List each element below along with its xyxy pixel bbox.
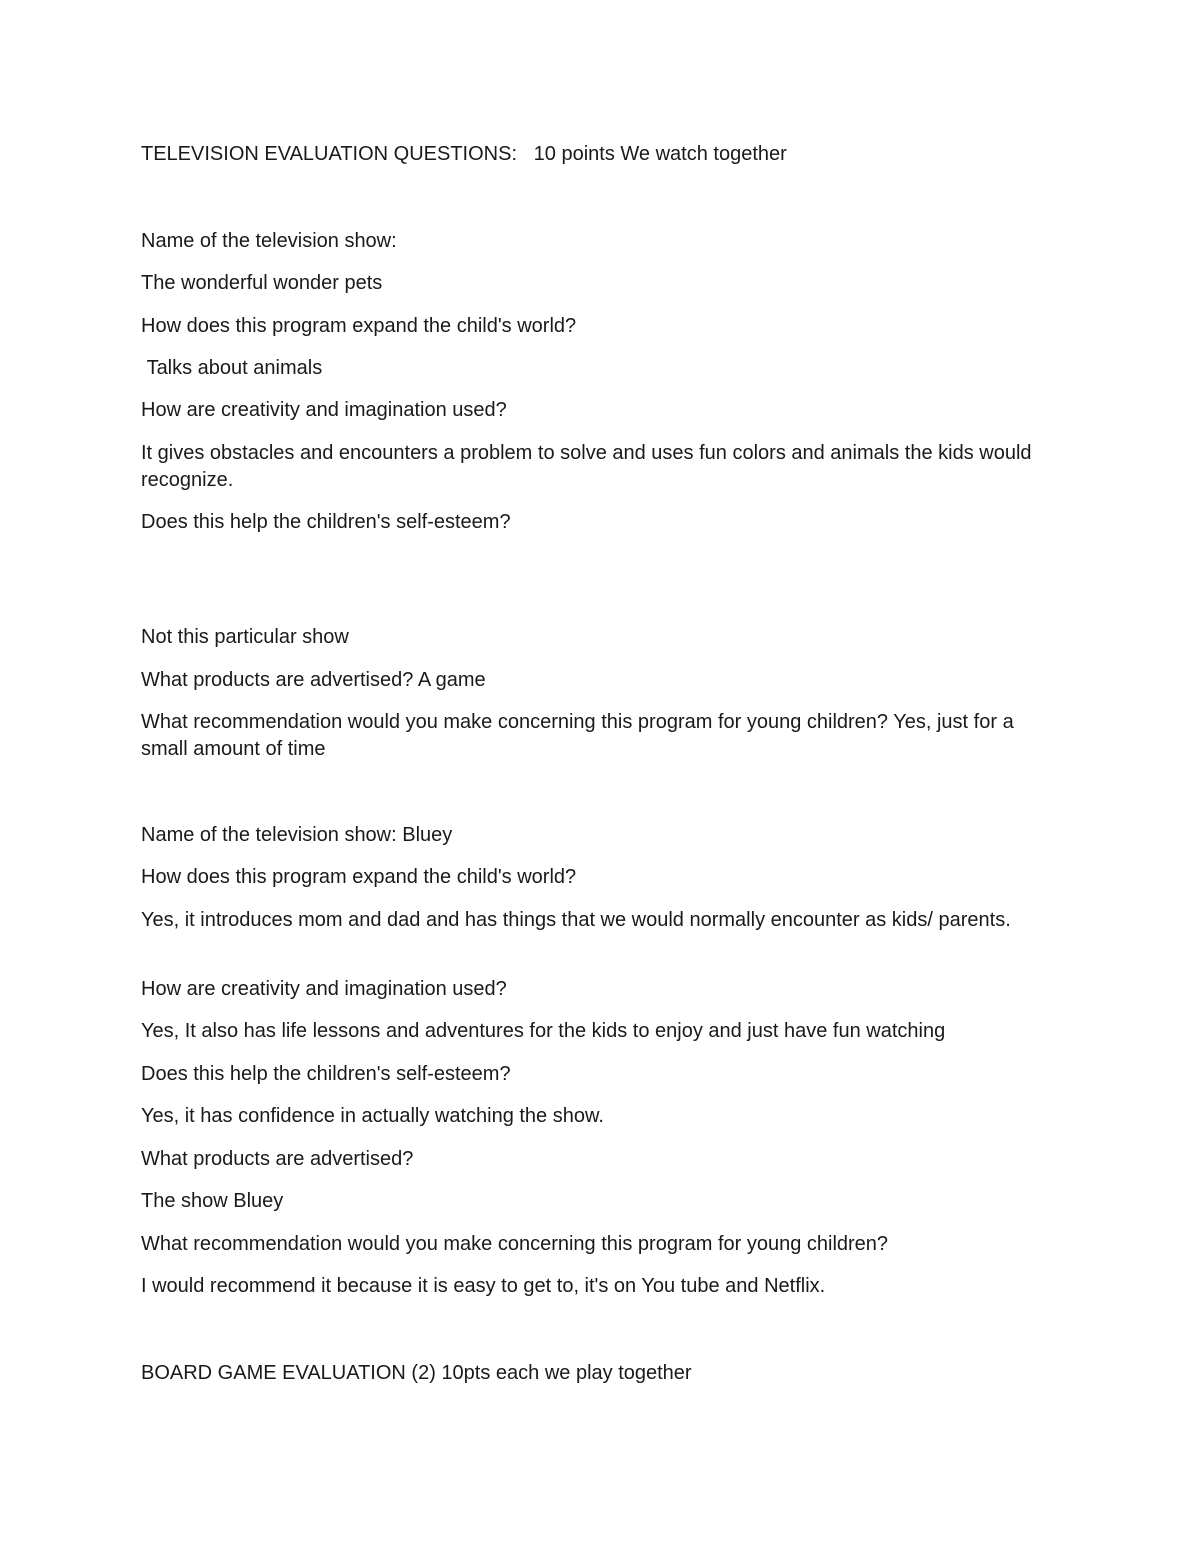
show1-question-creativity: How are creativity and imagination used?: [141, 399, 507, 421]
show2-answer-products: The show Bluey: [141, 1190, 284, 1212]
tv-evaluation-header: TELEVISION EVALUATION QUESTIONS: 10 points We watch together: [141, 143, 787, 165]
show1-answer-expand: Talks about animals: [141, 357, 323, 379]
show2-question-expand: How does this program expand the child's world?: [141, 866, 577, 888]
board-game-evaluation-header: BOARD GAME EVALUATION (2) 10pts each we play together: [141, 1362, 692, 1384]
show2-answer-selfesteem: Yes, it has confidence in actually watching the show.: [141, 1105, 604, 1127]
show2-answer-creativity: Yes, It also has life lessons and adventures for the kids to enjoy and just have fun watching: [141, 1020, 946, 1042]
show2-question-creativity: How are creativity and imagination used?: [141, 978, 507, 1000]
show1-name-label: Name of the television show:: [141, 230, 397, 252]
show2-name-line: Name of the television show: Bluey: [141, 824, 453, 846]
show2-answer-recommend: I would recommend it because it is easy to get to, it's on You tube and Netflix.: [141, 1275, 826, 1297]
show1-question-selfesteem: Does this help the children's self-esteem?: [141, 511, 511, 533]
show2-question-selfesteem: Does this help the children's self-esteem?: [141, 1063, 511, 1085]
show1-question-products: What products are advertised? A game: [141, 669, 486, 691]
show2-question-products: What products are advertised?: [141, 1148, 414, 1170]
show1-answer-selfesteem: Not this particular show: [141, 626, 349, 648]
show2-question-recommend: What recommendation would you make concerning this program for young children?: [141, 1233, 889, 1255]
show1-name-value: The wonderful wonder pets: [141, 272, 383, 294]
show1-answer-creativity: It gives obstacles and encounters a problem to solve and uses fun colors and animals the kids would recognize.: [141, 442, 1038, 491]
show1-question-expand: How does this program expand the child's world?: [141, 315, 577, 337]
show2-answer-expand: Yes, it introduces mom and dad and has things that we would normally encounter as kids/ parents.: [141, 909, 1011, 931]
show1-question-recommend: What recommendation would you make concerning this program for young children? Yes, just for a small amount of time: [141, 711, 1020, 760]
